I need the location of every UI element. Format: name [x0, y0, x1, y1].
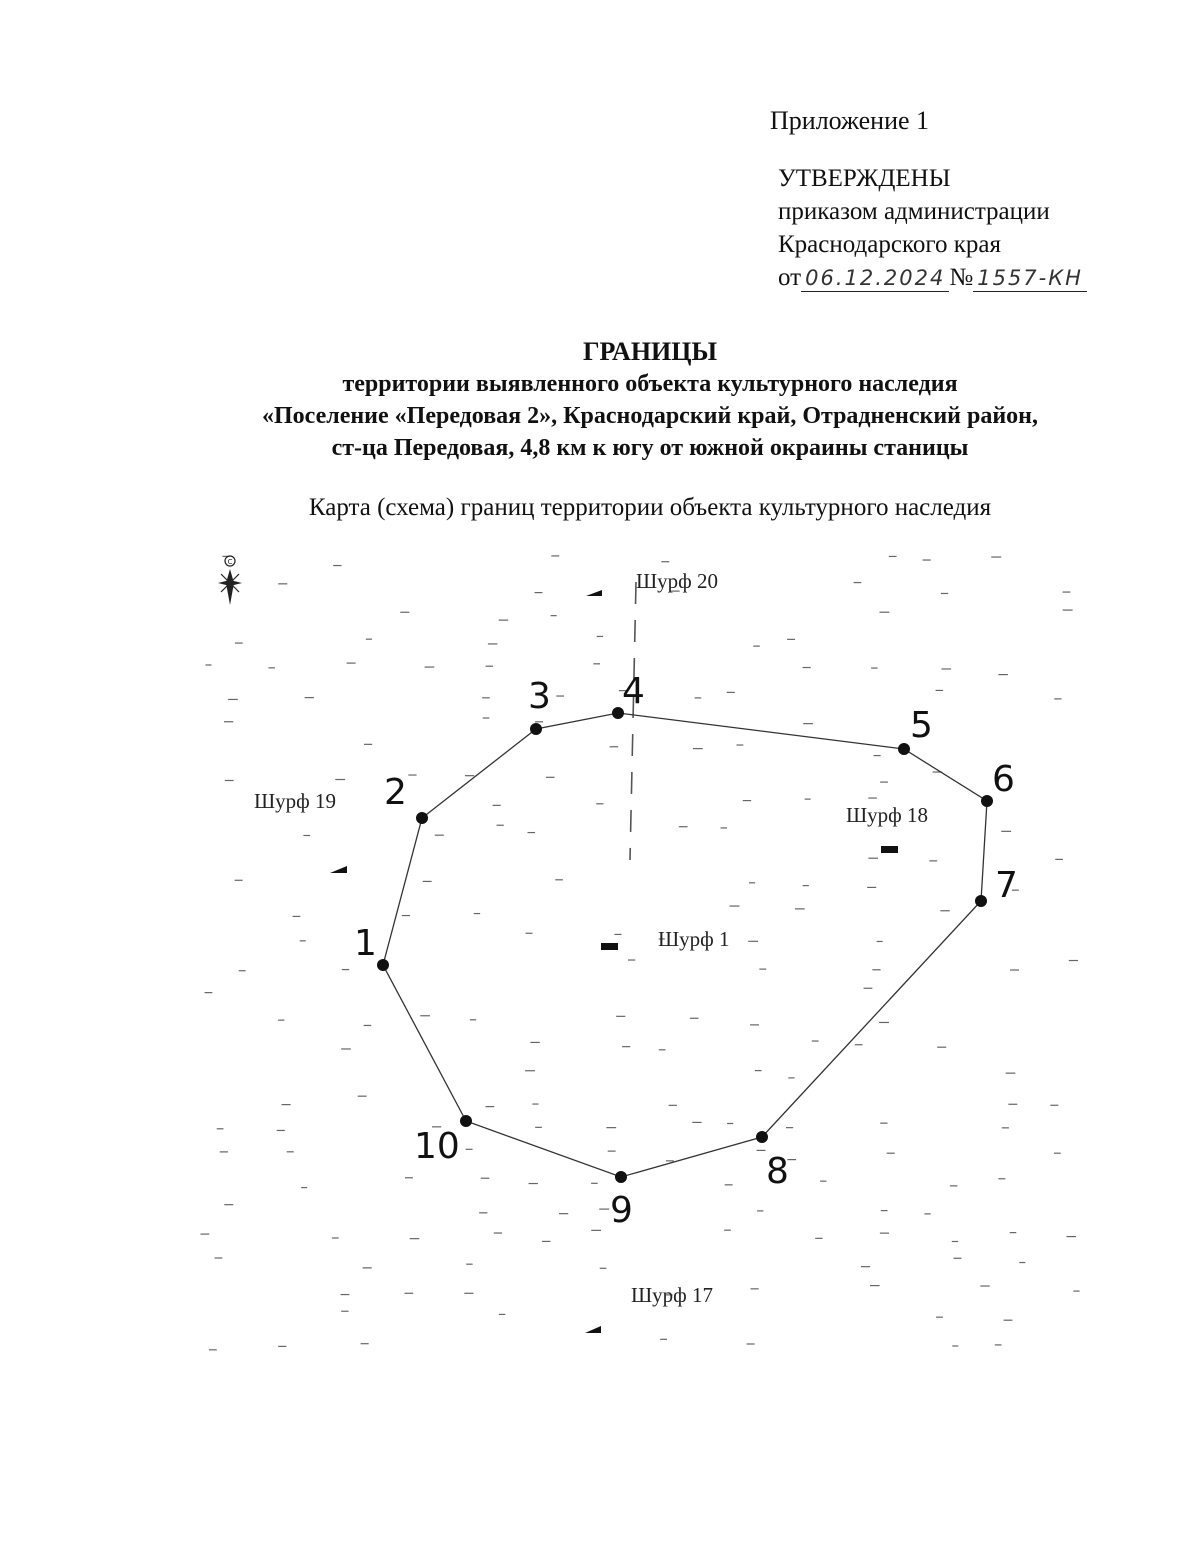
- title-line-2: «Поселение «Передовая 2», Краснодарский край, Отрадненский район,: [261, 403, 1039, 429]
- boundary-point-5: [898, 705, 933, 755]
- boundary-point-label: 6: [992, 759, 1015, 800]
- pit-18: [846, 803, 928, 853]
- pit-20: [586, 569, 718, 596]
- approval-number: 1557-КН: [973, 265, 1087, 292]
- boundary-point-label: 5: [910, 705, 933, 746]
- pit-label: Шурф 18: [846, 803, 929, 827]
- approval-line-1: УТВЕРЖДЕНЫ: [778, 165, 951, 192]
- title-line-3: ст-ца Передовая, 4,8 км к югу от южной окраины станицы: [331, 435, 969, 461]
- approval-date: 06.12.2024: [801, 265, 949, 292]
- boundary-point-1: [354, 923, 389, 971]
- appendix-label: Приложение 1: [770, 106, 930, 135]
- pit-label: Шурф 1: [658, 927, 730, 951]
- boundary-point-10: [414, 1115, 472, 1167]
- approval-number-sign: №: [949, 264, 974, 291]
- pit-20-dashed-line: [630, 582, 636, 860]
- pit-label: Шурф 20: [636, 569, 719, 593]
- approval-line-2: приказом администрации: [778, 198, 1050, 225]
- boundary-point-8: [756, 1131, 789, 1192]
- pit-label: Шурф 17: [631, 1283, 714, 1307]
- compass-letter: С: [227, 558, 233, 566]
- boundary-point-4: [612, 671, 645, 719]
- title-main: ГРАНИЦЫ: [582, 337, 718, 366]
- boundary-point-label: 4: [622, 671, 645, 712]
- approval-line-3: Краснодарского края: [778, 231, 1001, 258]
- compass-icon: [218, 556, 242, 605]
- title-line-1: территории выявленного объекта культурного наследия: [342, 371, 958, 397]
- map-subtitle: Карта (схема) границ территории объекта культурного наследия: [308, 494, 992, 521]
- pit-17: [585, 1283, 713, 1333]
- boundary-point-6: [981, 759, 1015, 807]
- boundary-point-label: 8: [766, 1151, 789, 1192]
- pit-1: [601, 927, 730, 951]
- boundary-point-2: [384, 772, 428, 824]
- boundary-point-label: 1: [354, 923, 377, 964]
- boundary-point-9: [610, 1171, 633, 1231]
- boundary-point-label: 7: [995, 865, 1018, 906]
- boundary-point-label: 10: [414, 1126, 460, 1167]
- boundary-point-label: 9: [610, 1190, 633, 1231]
- boundary-point-label: 3: [528, 676, 551, 717]
- pit-label: Шурф 19: [254, 789, 337, 813]
- boundary-point-label: 2: [384, 772, 407, 813]
- approval-from-label: от: [778, 264, 802, 291]
- pit-19: [254, 789, 347, 873]
